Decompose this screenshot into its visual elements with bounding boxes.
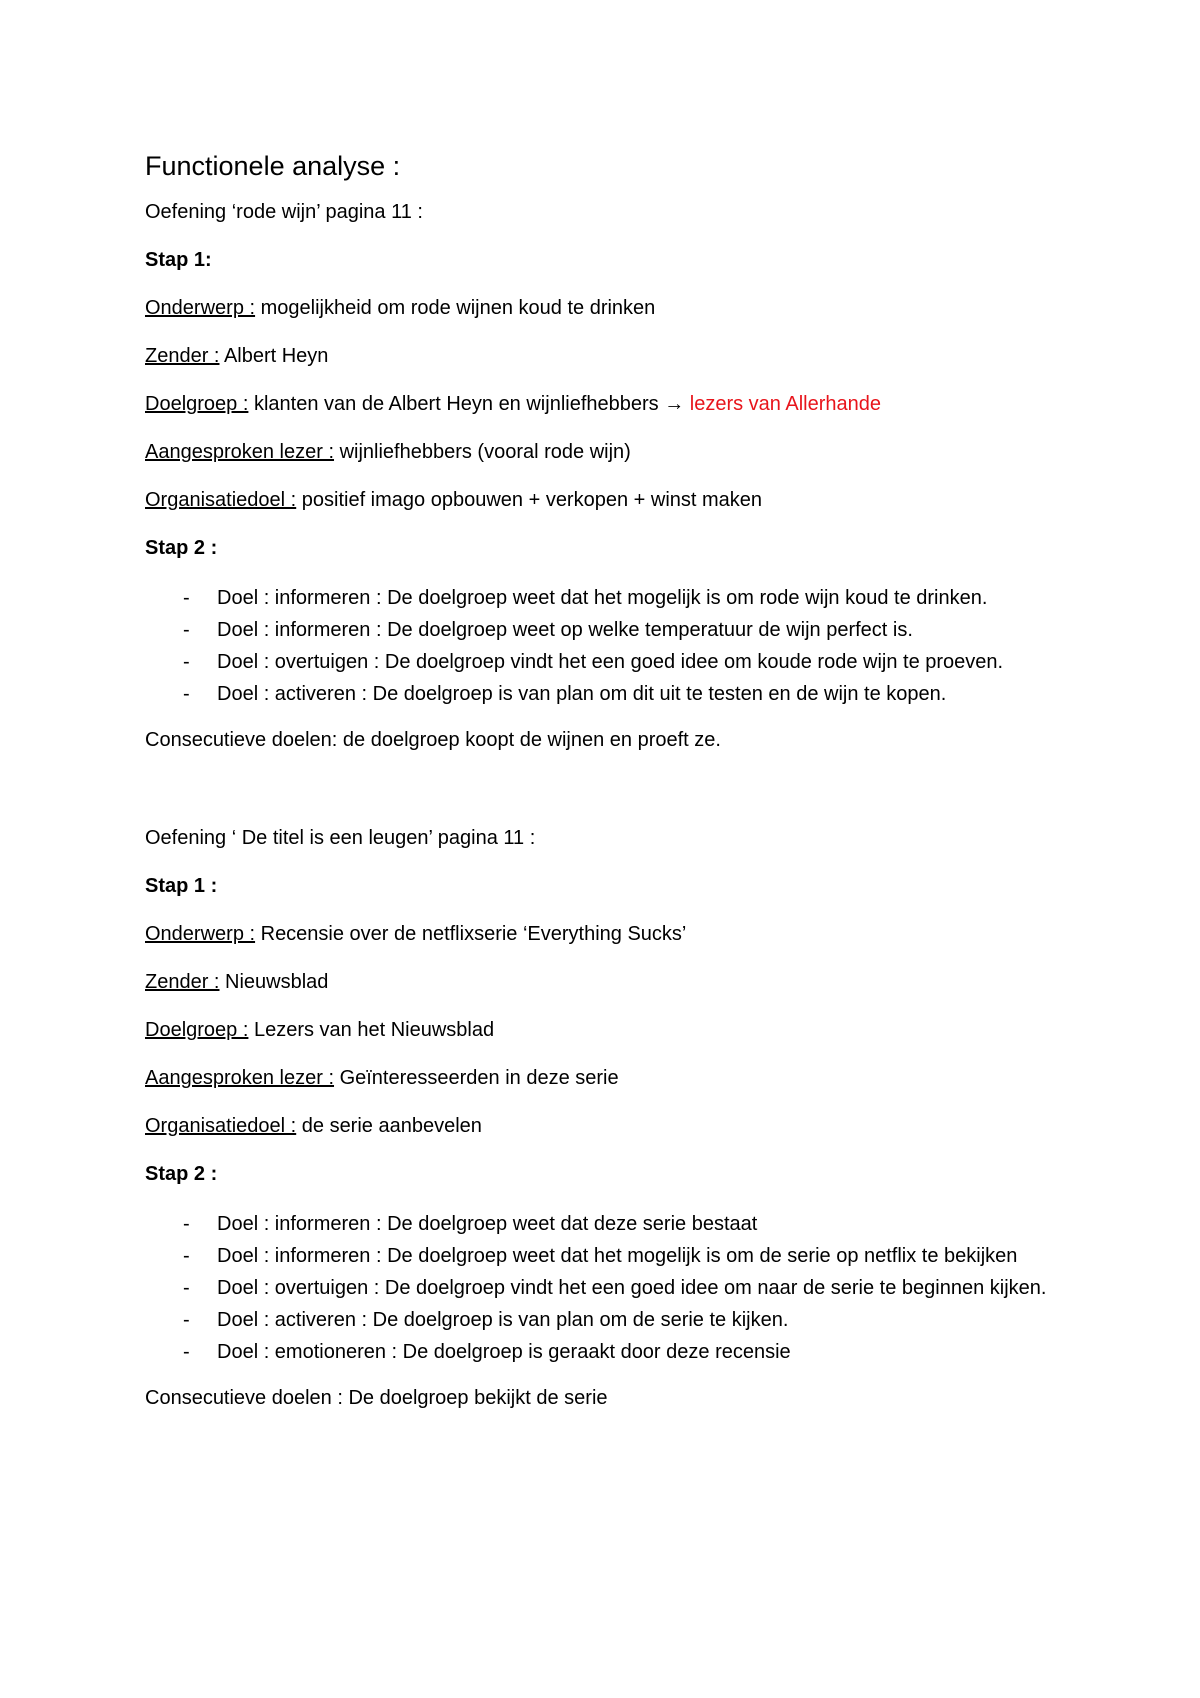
page-title: Functionele analyse : [145,151,401,181]
field-label: Zender : [145,345,220,367]
exercise-heading: Oefening ‘ De titel is een leugen’ pagina 11 : [145,827,536,849]
field-zender [145,968,1120,996]
field-label: Organisatiedoel : [145,1115,297,1137]
list-item: - Doel : activeren : De doelgroep is van plan om de serie te kijken. [145,1304,1087,1336]
field-label: Onderwerp : [145,297,256,319]
field-label: Doelgroep : [145,393,249,415]
list-item: - Doel : activeren : De doelgroep is van plan om dit uit te testen en de wijn te kopen. [145,678,1087,710]
field-doelgroep [145,1016,1120,1044]
list-item: - Doel : overtuigen : De doelgroep vindt het een goed idee om naar de serie te beginnen kijken. [145,1272,1087,1304]
field-zender [145,342,1120,370]
field-value: Geïnteresseerden in deze serie [334,1067,619,1089]
field-value: wijnliefhebbers (vooral rode wijn) [334,441,631,463]
exercise-rode-wijn [145,198,1120,754]
list-item: - Doel : informeren : De doelgroep weet dat het mogelijk is om rode wijn koud te drinken. [145,582,1087,614]
exercise-heading: Oefening ‘rode wijn’ pagina 11 : [145,201,423,223]
field-value-highlight: lezers van Allerhande [684,393,882,415]
field-onderwerp [145,294,1120,322]
field-label: Organisatiedoel : [145,489,297,511]
step-1-label: Stap 1: [145,249,212,271]
field-onderwerp [145,920,1120,948]
field-label: Zender : [145,971,220,993]
goals-list [145,582,1120,710]
field-value: Recensie over de netflixserie ‘Everything Sucks’ [255,923,687,945]
exercise-titel-leugen [145,824,1120,1412]
step-2-label: Stap 2 : [145,537,218,559]
field-doelgroep [145,390,1120,418]
step-2-label: Stap 2 : [145,1163,218,1185]
field-value: Lezers van het Nieuwsblad [248,1019,495,1041]
list-item: - Doel : overtuigen : De doelgroep vindt het een goed idee om koude rode wijn te proeven. [145,646,1087,678]
field-value: klanten van de Albert Heyn en wijnliefhebbers [248,393,665,415]
field-label: Aangesproken lezer : [145,441,335,463]
list-item: - Doel : informeren : De doelgroep weet dat het mogelijk is om de serie op netflix te bekijken [145,1240,1087,1272]
field-value: mogelijkheid om rode wijnen koud te drinken [255,297,656,319]
field-label: Onderwerp : [145,923,256,945]
field-value: positief imago opbouwen + verkopen + winst maken [296,489,763,511]
list-item: - Doel : informeren : De doelgroep weet op welke temperatuur de wijn perfect is. [145,614,1087,646]
field-value: de serie aanbevelen [296,1115,482,1137]
goals-list [145,1208,1120,1368]
consecutive-goals: Consecutieve doelen : De doelgroep bekijkt de serie [145,1387,608,1409]
field-label: Doelgroep : [145,1019,249,1041]
list-item: - Doel : informeren : De doelgroep weet dat deze serie bestaat [145,1208,1087,1240]
field-value: Albert Heyn [219,345,329,367]
field-value: Nieuwsblad [219,971,329,993]
field-organisatiedoel [145,486,1120,514]
step-1-label: Stap 1 : [145,875,218,897]
arrow-right-icon: → [664,393,685,415]
consecutive-goals: Consecutieve doelen: de doelgroep koopt de wijnen en proeft ze. [145,729,721,751]
list-item: - Doel : emotioneren : De doelgroep is geraakt door deze recensie [145,1336,1087,1368]
section-spacer [145,774,1120,824]
field-aangesproken-lezer [145,438,1120,466]
field-organisatiedoel [145,1112,1120,1140]
field-label: Aangesproken lezer : [145,1067,335,1089]
field-aangesproken-lezer [145,1064,1120,1092]
